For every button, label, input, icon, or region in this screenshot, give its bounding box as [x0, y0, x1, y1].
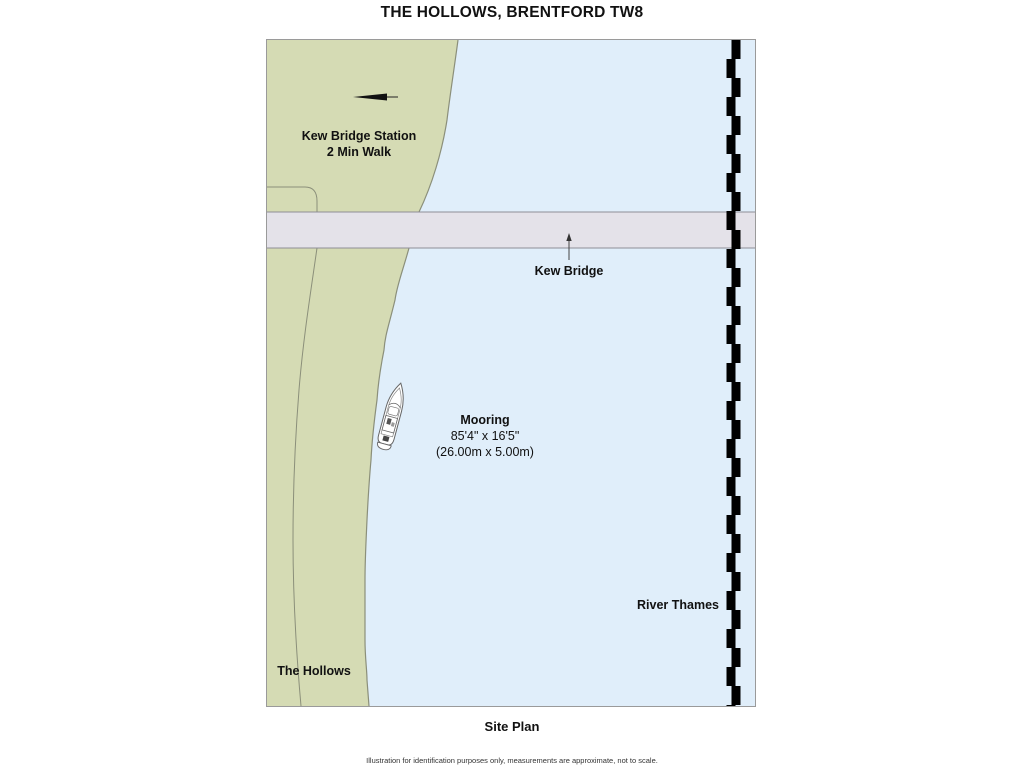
area-label: The Hollows — [277, 664, 351, 678]
mooring-dimensions-metric: (26.00m x 5.00m) — [436, 445, 534, 459]
page-title: THE HOLLOWS, BRENTFORD TW8 — [380, 4, 644, 21]
staggered-boundary-line — [731, 40, 736, 706]
river-label: River Thames — [637, 598, 719, 612]
station-label-line1: Kew Bridge Station — [301, 129, 417, 143]
mooring-dimensions-imperial: 85'4" x 16'5" — [450, 429, 520, 443]
station-label — [289, 128, 429, 160]
site-plan-map — [266, 39, 756, 707]
caption: Site Plan — [484, 719, 540, 734]
bridge-label: Kew Bridge — [534, 264, 604, 278]
mooring-label — [415, 412, 555, 460]
station-label-line2: 2 Min Walk — [326, 145, 392, 159]
kew-bridge-band — [267, 212, 755, 248]
disclaimer: Illustration for identification purposes only, measurements are approximate, not to scale. — [366, 756, 658, 765]
mooring-title: Mooring — [460, 413, 510, 427]
